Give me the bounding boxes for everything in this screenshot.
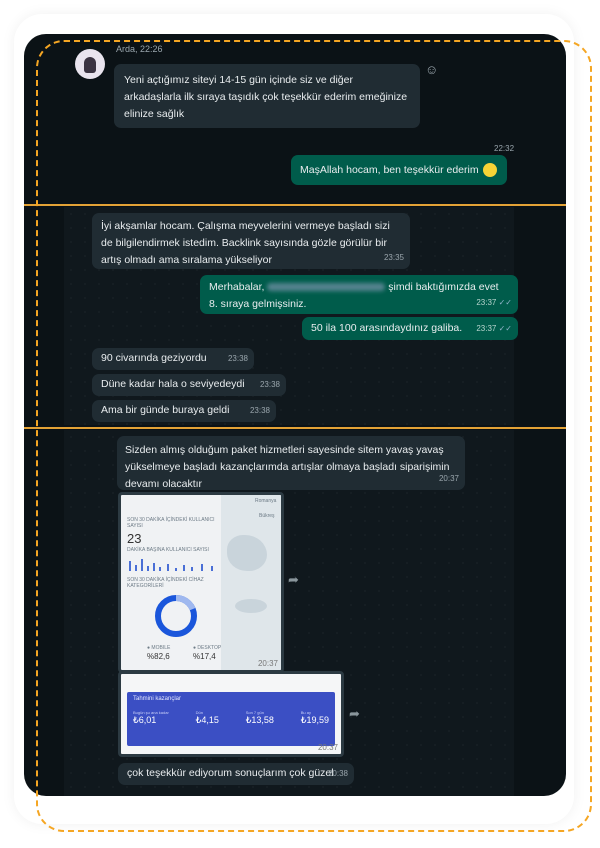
desktop-value: %17,4 (193, 652, 216, 661)
timestamp: 23:35 (383, 253, 404, 262)
timestamp: 23:38 (227, 354, 248, 363)
avatar (75, 49, 105, 79)
earnings-label: Bu ay (300, 710, 311, 715)
active-users-value: 23 (127, 531, 142, 546)
timestamp: 23:37 ✓✓ (476, 298, 512, 307)
message-bubble (92, 374, 286, 396)
message-text: Yeni açtığımız siteyi 14-15 gün içinde siz ve diğer arkadaşlarla ilk sıraya taşıdık çok teşekkür ederim emeğinize elinize sağlık (124, 74, 408, 120)
mobile-label: ● MOBILE (147, 645, 171, 651)
message-bubble (92, 348, 254, 370)
timestamp: 23:38 (249, 406, 270, 415)
message-text: MaşAllah hocam, ben teşekkür ederim (300, 164, 479, 176)
timestamp: 20:37 (257, 659, 278, 668)
message-text: Sizden almış olduğum paket hizmetleri sayesinde sitem yavaş yavaş yükselmeye başladı kazançlarımda artışlar olmaya başladı siparişimin devamı olacaktır (125, 444, 450, 490)
read-receipt-icon: ✓✓ (498, 298, 512, 307)
message-text: Ama bir günde buraya geldi (101, 404, 230, 416)
earnings-label: Dün (195, 710, 203, 715)
users-per-minute-bars (127, 555, 219, 571)
message-text: Merhabalar, (209, 281, 265, 293)
earnings-card (127, 692, 335, 746)
message-text: Düne kadar hala o seviyedeydi (101, 378, 245, 390)
map-label: Bükreş (259, 513, 275, 519)
timestamp: 20:38 (327, 769, 348, 778)
earnings-value: ₺13,58 (245, 715, 274, 725)
earnings-value: ₺4,15 (195, 715, 219, 725)
forward-icon[interactable]: ➦ (288, 572, 299, 587)
earnings-column (301, 710, 329, 726)
earnings-label: Bugün şu ana kadar (133, 710, 169, 715)
timestamp: 20:37 (438, 474, 459, 483)
message-bubble (117, 436, 465, 490)
timestamp: 23:38 (259, 380, 280, 389)
timestamp: 22:32 (494, 144, 515, 153)
chat-screenshot (24, 34, 566, 796)
earnings-columns (133, 710, 329, 726)
message-text: 90 civarında geziyordu (101, 352, 207, 364)
earnings-column (196, 710, 219, 726)
analytics-label: SON 30 DAKİKA İÇİNDEKİ KULLANICI SAYISI (127, 517, 215, 529)
earnings-label: Son 7 gün (245, 710, 264, 715)
message-text: İyi akşamlar hocam. Çalışma meyvelerini vermeye başladı sizi de bilgilendirmek istedim. Backlink sayısında gözle görülür bir artış olmadı ama sıralama yükseliyor (101, 220, 390, 266)
mobile-value: %82,6 (147, 652, 170, 661)
earnings-screenshot[interactable] (118, 671, 344, 757)
smiley-emoji-icon (483, 163, 497, 177)
device-donut-chart (151, 591, 201, 641)
message-text: şimdi baktığımızda evet 8. sıraya gelmişsiniz. (209, 281, 499, 310)
map-label: Romanya (255, 498, 277, 504)
separator (24, 427, 566, 429)
earnings-column (246, 710, 274, 726)
analytics-label: SON 30 DAKİKA İÇİNDEKİ CİHAZ KATEGORİLERİ (127, 577, 204, 589)
analytics-label: DAKİKA BAŞINA KULLANICI SAYISI (127, 547, 209, 553)
analytics-screenshot[interactable] (118, 492, 284, 673)
map-area (221, 495, 281, 670)
message-bubble (92, 400, 276, 422)
timestamp: 20:37 (317, 743, 338, 752)
outgoing-bubble (291, 155, 507, 185)
sender-label: Arda, 22:26 (116, 44, 163, 54)
message-bubble (118, 763, 354, 785)
redacted-text (267, 283, 385, 291)
message-text: çok teşekkür ediyorum sonuçlarım çok güzel (127, 767, 334, 779)
desktop-label: ● DESKTOP (193, 645, 222, 651)
outgoing-bubble (302, 317, 518, 340)
message-text: 50 ila 100 arasındaydınız galiba. (311, 322, 463, 334)
read-receipt-icon: ✓✓ (498, 324, 512, 333)
forward-icon[interactable]: ➦ (349, 706, 360, 721)
message-bubble (92, 213, 410, 269)
earnings-title: Tahmini kazançlar (133, 696, 182, 702)
timestamp: 23:37 ✓✓ (476, 324, 512, 333)
emoji-reaction-icon[interactable]: ☺ (425, 62, 439, 77)
outgoing-bubble (200, 275, 518, 314)
earnings-value: ₺6,01 (133, 715, 157, 725)
earnings-value: ₺19,59 (300, 715, 329, 725)
separator (24, 204, 566, 206)
earnings-column (133, 710, 169, 726)
message-bubble (114, 64, 420, 128)
